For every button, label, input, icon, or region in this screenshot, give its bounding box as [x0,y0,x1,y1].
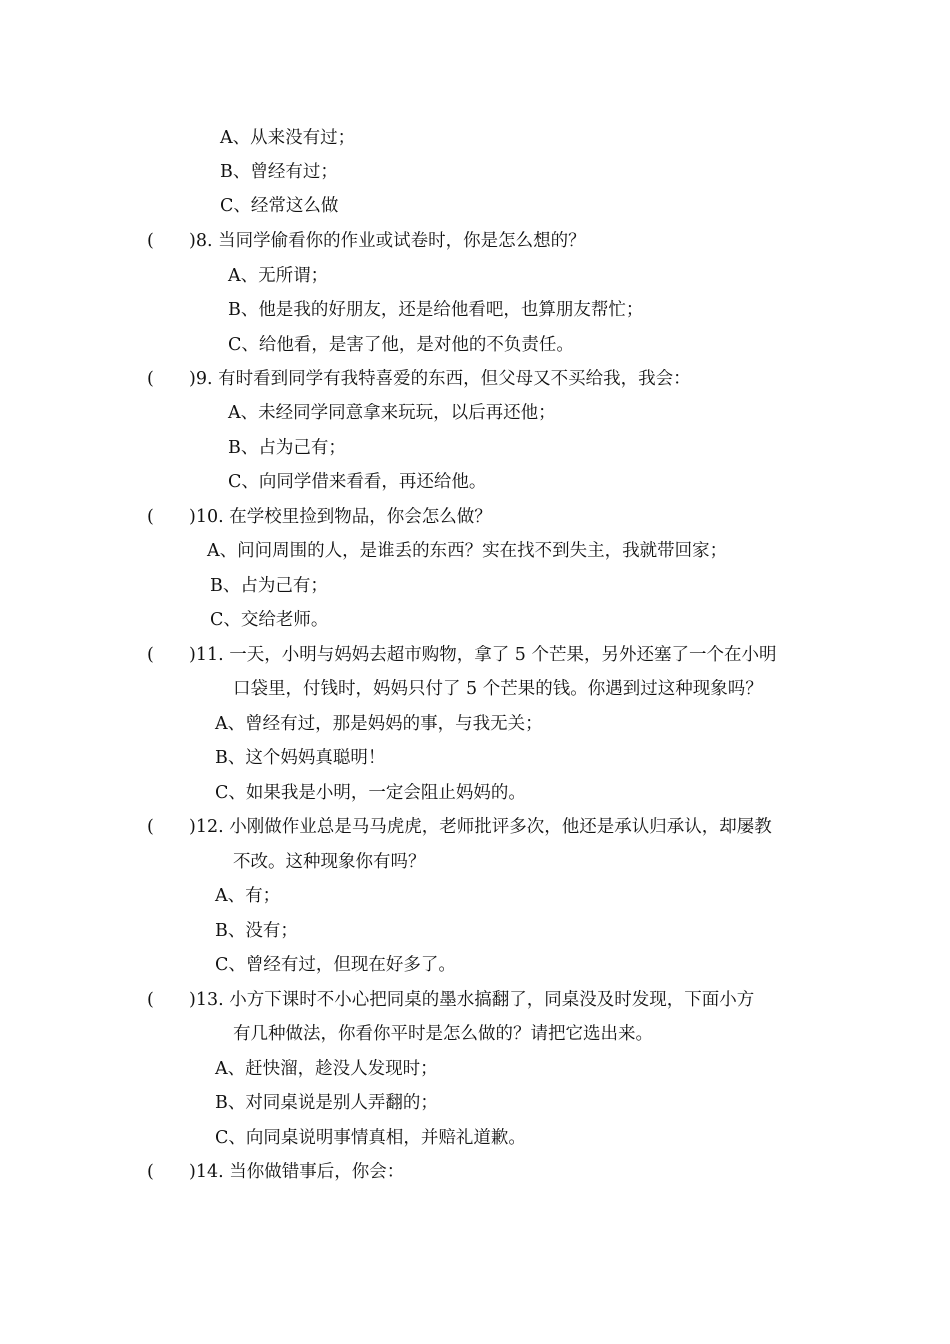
option-line: C、向同桌说明事情真相，并赔礼道歉。 [215,1128,526,1148]
option-line: A、从来没有过； [220,128,356,148]
answer-blank: ( [147,369,154,389]
question-12 [147,815,772,839]
option-line: B、他是我的好朋友，还是给他看吧，也算朋友帮忙； [228,300,644,320]
option-line: A、有； [215,886,281,906]
question-text: )9. 有时看到同学有我特喜爱的东西，但父母又不买给我，我会： [189,369,691,389]
option-line: B、占为己有； [210,576,328,596]
answer-blank: ( [147,645,154,665]
question-text: )10. 在学校里捡到物品，你会怎么做？ [189,507,492,527]
question-text: )13. 小方下课时不小心把同桌的墨水搞翻了，同桌没及时发现，下面小方 [189,990,755,1010]
question-text: )14. 当你做错事后，你会： [189,1162,405,1182]
option-line: C、给他看，是害了他，是对他的不负责任。 [228,335,574,355]
option-line: B、这个妈妈真聪明！ [215,748,386,768]
option-line: C、如果我是小明，一定会阻止妈妈的。 [215,783,526,803]
answer-blank: ( [147,990,154,1010]
option-line: C、曾经有过，但现在好多了。 [215,955,456,975]
question-10 [147,505,492,529]
option-line: B、曾经有过； [220,162,338,182]
question-text-continued: 口袋里，付钱时，妈妈只付了 5 个芒果的钱。你遇到过这种现象吗？ [233,679,763,699]
option-line: C、交给老师。 [210,610,329,630]
option-line: A、曾经有过，那是妈妈的事，与我无关； [215,714,543,734]
option-line: A、问问周围的人，是谁丢的东西？实在找不到失主，我就带回家； [207,541,728,561]
option-line: B、对同桌说是别人弄翻的； [215,1093,438,1113]
answer-blank: ( [147,507,154,527]
question-text-continued: 有几种做法，你看你平时是怎么做的？请把它选出来。 [233,1024,653,1044]
option-line: B、占为己有； [228,438,346,458]
question-text-continued: 不改。这种现象你有吗？ [233,852,426,872]
question-text: )8. 当同学偷看你的作业或试卷时，你是怎么想的？ [189,231,586,251]
answer-blank: ( [147,817,154,837]
question-8 [147,229,586,253]
answer-blank: ( [147,1162,154,1182]
question-text: )11. 一天，小明与妈妈去超市购物，拿了 5 个芒果，另外还塞了一个在小明 [189,645,777,665]
option-line: A、未经同学同意拿来玩玩，以后再还他； [228,403,556,423]
answer-blank: ( [147,231,154,251]
question-13 [147,988,754,1012]
option-line: A、无所谓； [228,266,329,286]
question-11 [147,643,776,667]
option-line: A、赶快溜，趁没人发现时； [215,1059,438,1079]
option-line: C、向同学借来看看，再还给他。 [228,472,487,492]
option-line: C、经常这么做 [220,196,339,216]
question-14 [147,1160,404,1184]
question-9 [147,367,691,391]
option-line: B、没有； [215,921,298,941]
question-text: )12. 小刚做作业总是马马虎虎，老师批评多次，他还是承认归承认，却屡教 [189,817,772,837]
